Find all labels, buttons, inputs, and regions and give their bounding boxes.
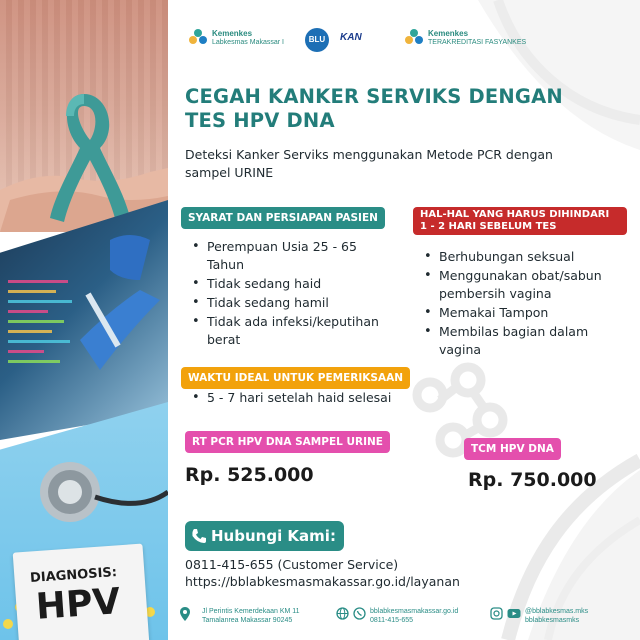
- globe-icon: [336, 607, 349, 620]
- hands-ribbon-photo: [0, 0, 168, 232]
- footer-social-1[interactable]: @bblabkesmas.mks: [525, 608, 589, 615]
- footer-web-wa: [336, 607, 458, 625]
- kemenkes-icon: [188, 28, 208, 48]
- instagram-icon: [490, 607, 503, 620]
- lab-gloves-photo: [0, 200, 168, 440]
- kemenkes-labkesmas-logo: Kemenkes Labkesmas Makassar I: [188, 28, 284, 48]
- syarat-heading: SYARAT DAN PERSIAPAN PASIEN: [181, 207, 385, 229]
- contact-phone[interactable]: 0811-415-655 (Customer Service): [185, 557, 399, 572]
- list-item: • Berhubungan seksual: [419, 248, 629, 266]
- footer: [168, 604, 640, 640]
- kan-logo: KAN: [340, 32, 362, 43]
- footer-social: [490, 607, 588, 625]
- price-rtpcr: Rp. 525.000: [185, 464, 314, 486]
- content-panel: [168, 0, 640, 640]
- list-item: • Tidak sedang hamil: [187, 294, 397, 312]
- hindari-list: [419, 248, 629, 360]
- diagnosis-label: DIAGNOSIS:: [29, 564, 118, 587]
- price-label-rtpcr: RT PCR HPV DNA SAMPEL URINE: [185, 431, 390, 453]
- syarat-list: [187, 238, 397, 350]
- waktu-list: [187, 389, 427, 408]
- phone-icon: [191, 528, 207, 544]
- footer-address: Jl Perintis Kemerdekaan KM 11 Tamalanrea Makassar 90245: [180, 607, 300, 625]
- kemenkes-icon: [404, 28, 424, 48]
- footer-web[interactable]: bblabkesmasmakassar.go.id: [370, 608, 459, 615]
- list-item: • Memakai Tampon: [419, 304, 629, 322]
- waktu-heading: WAKTU IDEAL UNTUK PEMERIKSAAN: [181, 367, 410, 389]
- list-item: • Perempuan Usia 25 - 65 Tahun: [187, 238, 397, 274]
- hpv-label: HPV: [34, 581, 122, 628]
- logo-bar: [188, 28, 628, 58]
- page-subtitle: Deteksi Kanker Serviks menggunakan Metode PCR dengan sampel URINE: [185, 147, 553, 180]
- location-pin-icon: [180, 607, 190, 621]
- list-item: • Menggunakan obat/sabun pembersih vagina: [419, 267, 629, 303]
- footer-wa[interactable]: 0811-415-655: [370, 617, 414, 624]
- hindari-heading: HAL-HAL YANG HARUS DIHINDARI 1 - 2 HARI SEBELUM TES: [413, 207, 627, 235]
- list-item: • Membilas bagian dalam vagina: [419, 323, 629, 359]
- price-tcm: Rp. 750.000: [468, 469, 597, 491]
- list-item: • 5 - 7 hari setelah haid selesai: [187, 389, 427, 407]
- photo-collage: [0, 0, 168, 640]
- list-item: • Tidak sedang haid: [187, 275, 397, 293]
- whatsapp-icon: [353, 607, 366, 620]
- blu-logo: BLU: [305, 28, 329, 52]
- list-item: • Tidak ada infeksi/keputihan berat: [187, 313, 397, 349]
- contact-url[interactable]: https://bblabkesmasmakassar.go.id/layanan: [185, 574, 460, 589]
- youtube-icon: [507, 607, 521, 620]
- price-label-tcm: TCM HPV DNA: [464, 438, 561, 460]
- kemenkes-terakreditasi-logo: Kemenkes TERAKREDITASI FASYANKES: [404, 28, 526, 48]
- footer-social-2[interactable]: bblabkesmasmks: [525, 617, 580, 624]
- contact-heading: Hubungi Kami:: [185, 521, 344, 551]
- page-title: CEGAH KANKER SERVIKS DENGAN TES HPV DNA: [185, 85, 563, 132]
